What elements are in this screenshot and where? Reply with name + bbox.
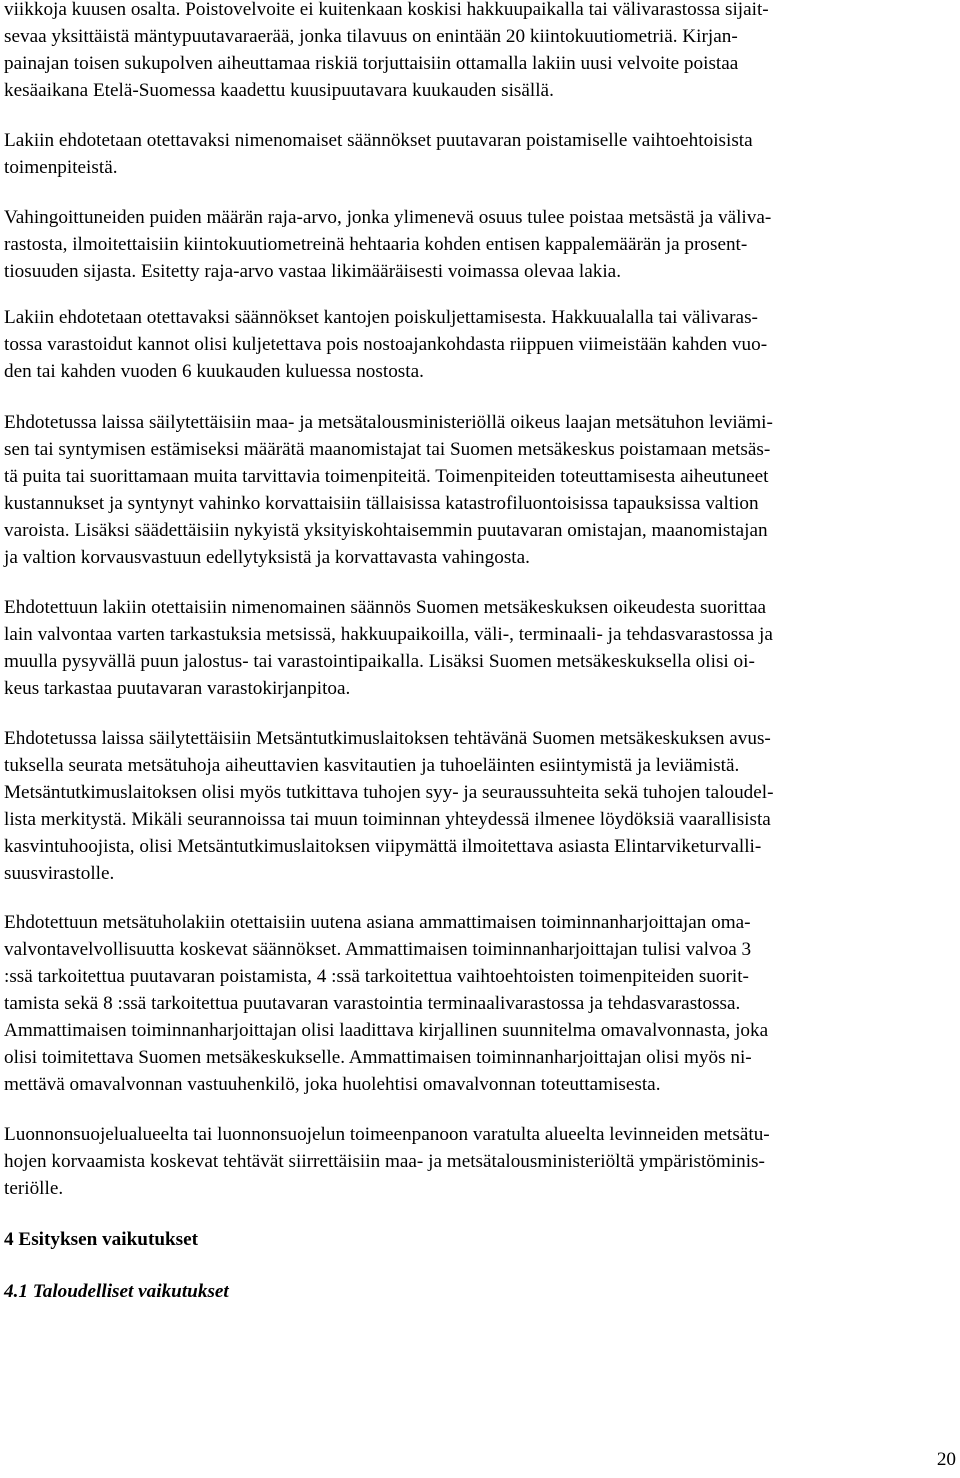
text-line: Ehdotettuun metsätuholakiin otettaisiin uutena asiana ammattimaisen toiminnanharjoittajan oma- <box>4 912 751 933</box>
paragraph-research-institute <box>4 725 956 887</box>
text-line: hojen korvaamista koskevat tehtävät siirrettäisiin maa- ja metsätalousministeriöltä ympäristöminis- <box>4 1151 765 1172</box>
text-line: Lakiin ehdotetaan otettavaksi säännökset kantojen poiskuljettamisesta. Hakkuualalla tai välivaras- <box>4 307 758 328</box>
paragraph-gap <box>4 285 956 304</box>
text-line: muulla pysyvällä puun jalostus- tai varastointipaikalla. Lisäksi Suomen metsäkeskuksella olisi oi- <box>4 651 755 672</box>
text-line: rastosta, ilmoitettaisiin kiintokuutiometreinä hehtaaria kohden entisen kappalemäärän ja prosent- <box>4 234 748 255</box>
text-line: olisi toimitettava Suomen metsäkeskukselle. Ammattimaisen toiminnanharjoittajan olisi myös ni- <box>4 1047 752 1068</box>
paragraph-gap <box>4 702 956 725</box>
paragraph-ministry-powers <box>4 409 956 571</box>
text-line: Ehdotettuun lakiin otettaisiin nimenomainen säännös Suomen metsäkeskuksen oikeudesta suorittaa <box>4 597 767 618</box>
text-line: Luonnonsuojelualueelta tai luonnonsuojelun toimeenpanoon varatulta alueelta levinneiden metsätu- <box>4 1124 770 1145</box>
paragraph-nature-reserves <box>4 1121 956 1202</box>
text-line: Ammattimaisen toiminnanharjoittajan olisi laadittava kirjallinen suunnitelma omavalvonnasta, joka <box>4 1020 769 1041</box>
paragraph-gap <box>4 385 956 409</box>
text-line: ja valtion korvausvastuun edellytyksistä ja korvattavasta vahingosta. <box>4 547 530 568</box>
paragraph-gap <box>4 1202 956 1226</box>
text-line: painajan toisen sukupolven aiheuttamaa riskiä torjuttaisiin ottamalla lakiin uusi velvoite poistaa <box>4 53 739 74</box>
text-line: :ssä tarkoitettua puutavaran poistamista, 4 :ssä tarkoitettua vaihtoehtoisten toimenpiteiden suorit- <box>4 966 749 987</box>
text-line: tuksella seurata metsätuhoja aiheuttavien kasvitautien ja tuhoeläinten esiintymistä ja leviämistä. <box>4 755 740 776</box>
text-line: tä puita tai suorittamaan muita tarvittavia toimenpiteitä. Toimenpiteiden toteuttamisesta aiheutuneet <box>4 466 769 487</box>
paragraph-gap <box>4 104 956 127</box>
text-line: kesäaikana Etelä-Suomessa kaadettu kuusipuutavara kuukauden sisällä. <box>4 80 554 101</box>
heading-gap <box>4 1253 956 1278</box>
paragraph-gap <box>4 181 956 204</box>
text-line: lista merkitystä. Mikäli seurannoissa tai muun toiminnan yhteydessä ilmenee löydöksiä vaarallisista <box>4 809 771 830</box>
text-line: kustannukset ja syntynyt vahinko korvattaisiin tällaisissa katastrofiluontoisissa tapauksissa valtion <box>4 493 759 514</box>
text-line: mettävä omavalvonnan vastuuhenkilö, joka huolehtisi omavalvonnan toteuttamisesta. <box>4 1074 661 1095</box>
paragraph-stump-removal <box>4 304 956 385</box>
text-line: valvontavelvollisuutta koskevat säännökset. Ammattimaisen toiminnanharjoittajan tulisi valvoa 3 <box>4 939 752 960</box>
text-line: kasvintuhoojista, olisi Metsäntutkimuslaitoksen viipymättä ilmoitettava asiasta Elintarviketurvalli- <box>4 836 762 857</box>
paragraph-gap <box>4 571 956 594</box>
paragraph-alternative-measures <box>4 127 956 181</box>
text-line: sevaa yksittäistä mäntypuutavaraerää, jonka tilavuus on enintään 20 kiintokuutiometriä. Kirjan- <box>4 26 738 47</box>
paragraph-inspection-rights <box>4 594 956 702</box>
text-line: Ehdotetussa laissa säilytettäisiin maa- ja metsätalousministeriöllä oikeus laajan metsätuhon leviämi- <box>4 412 773 433</box>
paragraph-threshold-value <box>4 204 956 285</box>
paragraph-pest-removal <box>4 0 956 104</box>
text-line: den tai kahden vuoden 6 kuukauden kuluessa nostosta. <box>4 361 424 382</box>
text-line: teriölle. <box>4 1178 64 1199</box>
text-line: viikkoja kuusen osalta. Poistovelvoite ei kuitenkaan koskisi hakkuupaikalla tai välivarastossa sijait- <box>4 0 769 20</box>
paragraph-self-monitoring <box>4 909 956 1098</box>
text-line: Metsäntutkimuslaitoksen olisi myös tutkittava tuhojen syy- ja seuraussuhteita sekä tuhojen taloudel- <box>4 782 774 803</box>
paragraph-gap <box>4 887 956 909</box>
text-line: keus tarkastaa puutavaran varastokirjanpitoa. <box>4 678 351 699</box>
text-line: tamista sekä 8 :ssä tarkoitettua puutavaran varastointia terminaalivarastossa ja tehdasvarastossa. <box>4 993 741 1014</box>
text-line: varoista. Lisäksi säädettäisiin nykyistä yksityiskohtaisemmin puutavaran omistajan, maanomistajan <box>4 520 768 541</box>
page-number: 20 <box>936 1449 956 1470</box>
paragraph-gap <box>4 1098 956 1121</box>
subsection-heading: 4.1 Taloudelliset vaikutukset <box>4 1281 229 1302</box>
text-line: tossa varastoidut kannot olisi kuljetettava pois nostoajankohdasta riippuen viimeistään kahden vuo- <box>4 334 768 355</box>
text-line: suusvirastolle. <box>4 863 115 884</box>
section-heading: 4 Esityksen vaikutukset <box>4 1229 199 1250</box>
text-line: sen tai syntymisen estämiseksi määrätä maanomistajat tai Suomen metsäkeskus poistamaan metsäs- <box>4 439 771 460</box>
text-line: lain valvontaa varten tarkastuksia metsissä, hakkuupaikoilla, väli-, terminaali- ja tehdasvarastossa ja <box>4 624 773 645</box>
document-page <box>4 0 956 1305</box>
text-line: toimenpiteistä. <box>4 157 118 178</box>
text-line: Lakiin ehdotetaan otettavaksi nimenomaiset säännökset puutavaran poistamiselle vaihtoehtoisista <box>4 130 753 151</box>
text-line: Ehdotetussa laissa säilytettäisiin Metsäntutkimuslaitoksen tehtävänä Suomen metsäkeskuksen avus- <box>4 728 771 749</box>
text-line: tiosuuden sijasta. Esitetty raja-arvo vastaa likimääräisesti voimassa olevaa lakia. <box>4 261 621 282</box>
text-line: Vahingoittuneiden puiden määrän raja-arvo, jonka ylimenevä osuus tulee poistaa metsästä ja väliva- <box>4 207 772 228</box>
